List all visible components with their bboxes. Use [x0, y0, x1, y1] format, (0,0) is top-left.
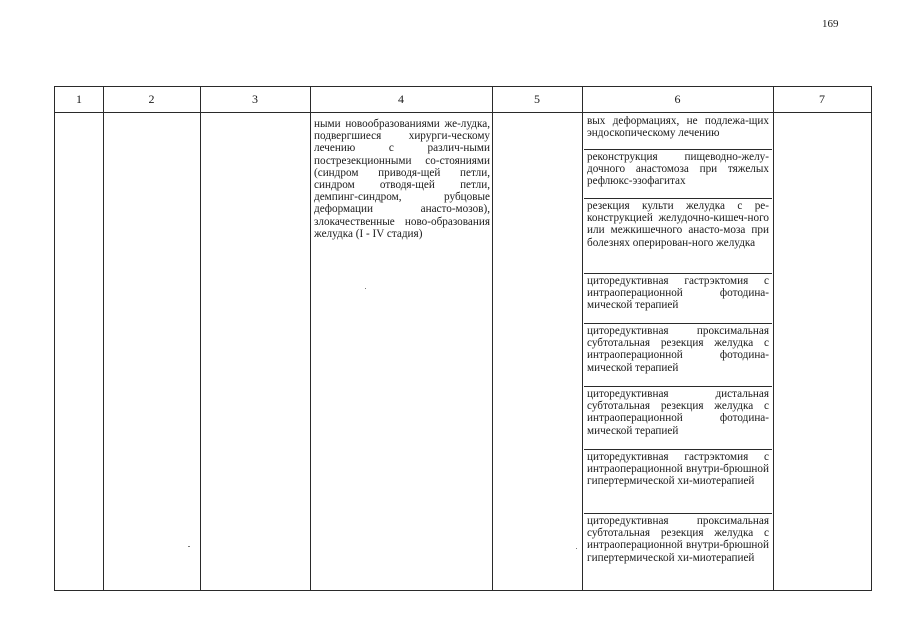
table-header-row [55, 87, 871, 113]
column-divider [310, 87, 311, 590]
page-number: 169 [822, 18, 839, 30]
treatment-item: резекция культи желудка с ре-конструкцией желудочно-кишеч-ного или межкишечного анасто-моза при болезнях оперирован-ного желудка [584, 199, 772, 274]
treatment-item: вых деформациях, не подлежа-щих эндоскопическому лечению [584, 114, 772, 150]
column-divider [492, 87, 493, 590]
treatment-item: циторедуктивная проксимальная субтотальная резекция желудка с интраоперационной внутри-брюшной гипертермической хи-миотерапией [587, 515, 769, 564]
header-col-2: 2 [148, 92, 155, 106]
column-divider [773, 87, 774, 590]
header-col-5: 5 [534, 92, 540, 106]
treatment-item: реконструкция пищеводно-желу-дочного анастомоза при тяжелых рефлюкс-эзофагитах [584, 150, 772, 199]
treatment-item: циторедуктивная дистальная субтотальная резекция желудка с интраоперационной фотодина-мической терапией [584, 387, 772, 450]
header-col-7: 7 [819, 92, 825, 106]
scan-speck [188, 546, 190, 547]
diagnosis-text: ными новообразованиями же-лудка, подвергшиеся хирурги-ческому лечению с различ-ными пострезекционными со-стояниями (синдром приводя-щей петли, синдром отводя-щей петли, демпинг-синдром, рубцовые деформации анасто-мозов), злокачественные ново-образования желудка (I - IV стадия) [314, 118, 490, 240]
column-divider [103, 87, 104, 590]
treatment-item: циторедуктивная проксимальная субтотальная резекция желудка с интраоперационной фотодина-мической терапией [584, 324, 772, 387]
treatment-item: циторедуктивная гастрэктомия с интраоперационной внутри-брюшной гипертермической хи-миотерапией [584, 450, 772, 514]
scan-speck [365, 288, 366, 289]
procedures-table [54, 86, 872, 591]
scan-speck [576, 548, 577, 549]
header-col-4: 4 [398, 92, 404, 106]
header-col-1: 1 [76, 92, 82, 106]
header-col-6: 6 [674, 92, 681, 106]
column-divider [200, 87, 201, 590]
header-col-3: 3 [252, 92, 258, 106]
column-divider [582, 87, 583, 590]
treatment-item: циторедуктивная гастрэктомия с интраоперационной фотодина-мической терапией [584, 274, 772, 324]
